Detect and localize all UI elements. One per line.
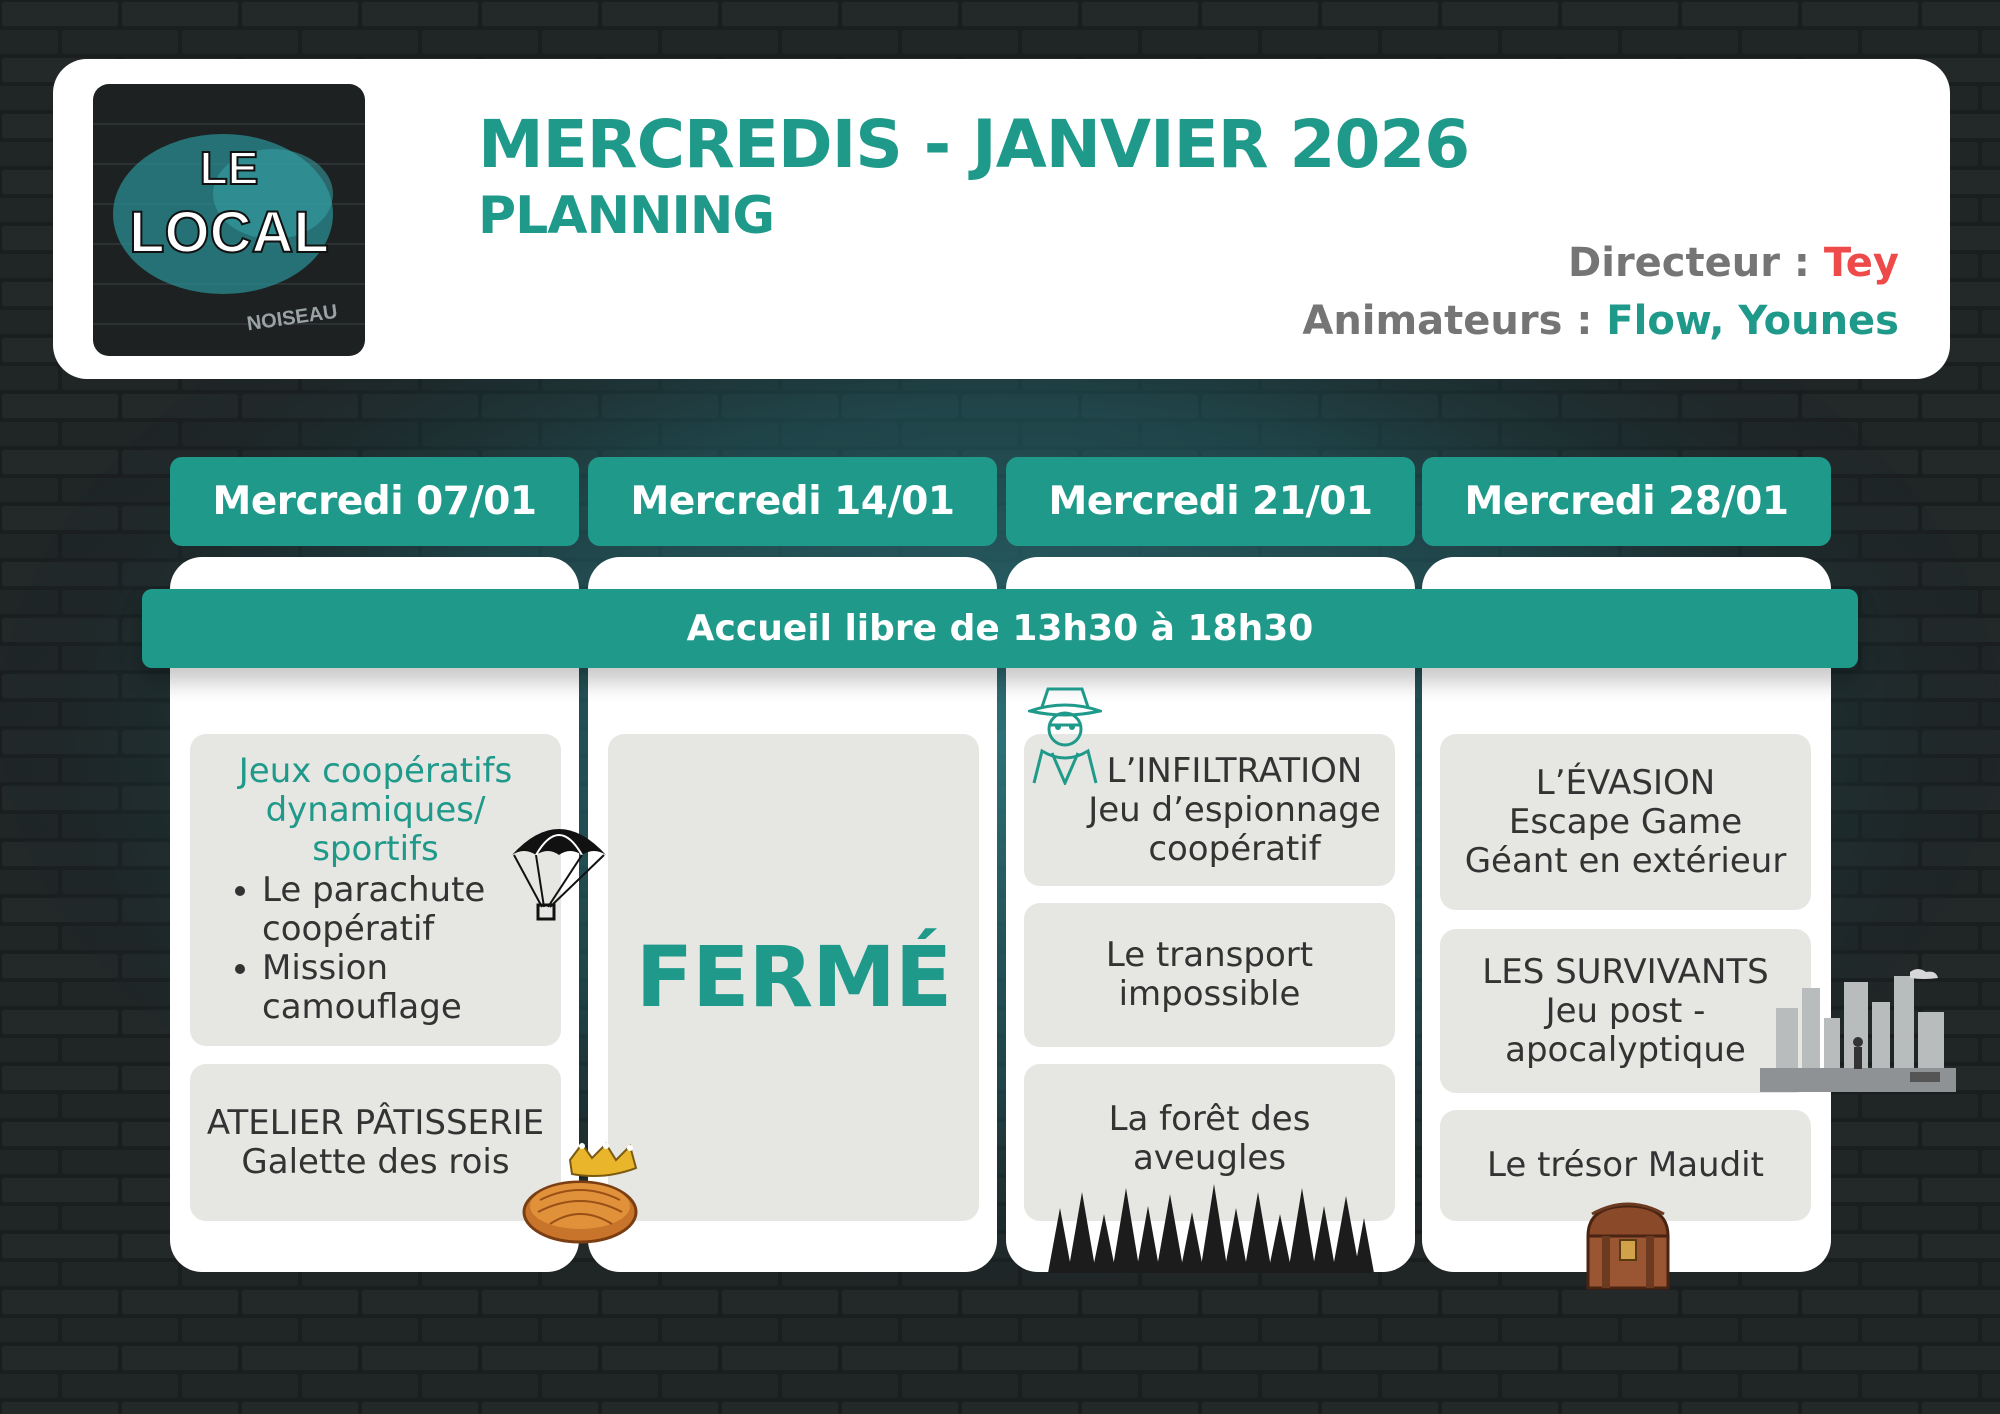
activity-survivors xyxy=(1440,929,1811,1093)
day-header-2101: Mercredi 21/01 xyxy=(1006,457,1415,546)
activity-line3: coopératif xyxy=(1148,828,1321,869)
page-subtitle: PLANNING xyxy=(478,186,775,246)
director-line xyxy=(1568,240,1899,286)
activity-line3: Géant en extérieur xyxy=(1464,840,1787,881)
director-label: Directeur : xyxy=(1568,240,1824,286)
activity-line1: ATELIER PÂTISSERIE xyxy=(206,1102,545,1143)
activity-line2: Galette des rois xyxy=(241,1141,510,1182)
activity-title: Jeux coopératifs dynamiques/ sportifs xyxy=(238,751,513,869)
forest-icon xyxy=(1038,1178,1378,1273)
activity-cooperative-games xyxy=(190,734,561,1046)
ruined-city-icon xyxy=(1760,968,1956,1092)
animators-line xyxy=(1302,298,1899,344)
activity-pastry-workshop xyxy=(190,1064,561,1221)
activity-line1: L’INFILTRATION xyxy=(1106,750,1363,791)
activity-impossible-transport xyxy=(1024,903,1395,1047)
le-local-logo xyxy=(93,84,365,356)
activity-evasion xyxy=(1440,734,1811,910)
activity-line2: Jeu post - xyxy=(1545,990,1706,1031)
parachute-icon xyxy=(508,815,610,925)
galette-crown-icon xyxy=(520,1140,670,1245)
activity-line1: L’ÉVASION xyxy=(1535,762,1716,803)
day-header-1401: Mercredi 14/01 xyxy=(588,457,997,546)
activity-list xyxy=(190,871,561,1027)
activity-line2: Jeu d’espionnage xyxy=(1088,789,1381,830)
activity-line3: apocalyptique xyxy=(1505,1029,1746,1070)
day-header-0701: Mercredi 07/01 xyxy=(170,457,579,546)
logo-line1: LE xyxy=(199,142,259,194)
activity-line1: LES SURVIVANTS xyxy=(1482,951,1769,992)
page-title: MERCREDIS - JANVIER 2026 xyxy=(478,106,1470,183)
closed-label: FERMÉ xyxy=(635,928,952,1026)
animators-label: Animateurs : xyxy=(1302,298,1607,344)
list-item: • Mission camouflage xyxy=(262,949,561,1027)
activity-line1: Le trésor Maudit xyxy=(1487,1145,1764,1185)
activity-line2: aveugles xyxy=(1132,1138,1287,1178)
logo-line2: LOCAL xyxy=(129,200,329,265)
treasure-chest-icon xyxy=(1584,1200,1672,1294)
activity-line2: impossible xyxy=(1118,974,1301,1014)
director-name: Tey xyxy=(1823,240,1899,286)
day-header-2801: Mercredi 28/01 xyxy=(1422,457,1831,546)
spy-icon xyxy=(1028,685,1102,785)
logo-tag: NOISEAU xyxy=(245,300,339,336)
activity-line1: Le transport xyxy=(1105,935,1314,975)
list-item: • Le parachute coopératif xyxy=(262,871,561,949)
activity-line1: La forêt des xyxy=(1108,1099,1311,1139)
activity-line2: Escape Game xyxy=(1508,801,1743,842)
animators-names: Flow, Younes xyxy=(1606,298,1899,344)
open-hours-banner: Accueil libre de 13h30 à 18h30 xyxy=(142,589,1858,668)
